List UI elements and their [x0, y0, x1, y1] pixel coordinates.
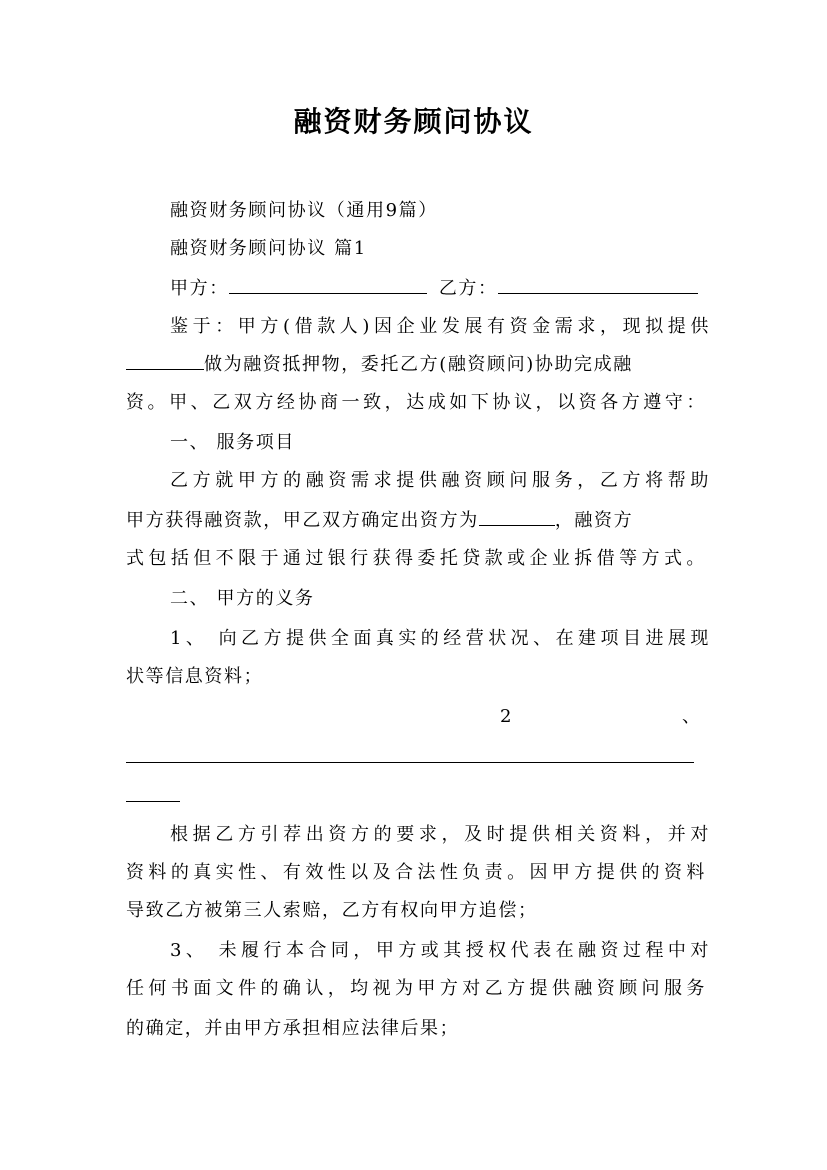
section1-line-2: [126, 504, 706, 538]
item2-line-1: 根据乙方引荐出资方的要求，及时提供相关资料，并对: [170, 824, 710, 845]
subtitle: 融资财务顾问协议（通用9篇）: [170, 200, 438, 221]
item3-line-3: 的确定，并由甲方承担相应法律后果；: [126, 1018, 460, 1039]
party-b-blank: [498, 273, 698, 294]
item3-line-1: 3、 未履行本合同，甲方或其授权代表在融资过程中对: [170, 940, 710, 961]
party-a-label: 甲方：: [170, 278, 229, 299]
section1-line-2a: 甲方获得融资款，甲乙双方确定出资方为: [126, 510, 479, 531]
part-heading: 融资财务顾问协议 篇1: [170, 238, 367, 259]
item3-line-2: 任何书面文件的确认，均视为甲方对乙方提供融资顾问服务: [126, 978, 706, 999]
section1-line-2b: ，融资方: [554, 510, 634, 531]
item2-blank-tail: [126, 801, 180, 802]
party-a-blank: [229, 273, 427, 294]
section1-line-1: 乙方就甲方的融资需求提供融资顾问服务，乙方将帮助: [170, 470, 710, 491]
party-b-label: 乙方：: [438, 278, 498, 299]
section1-heading: 一、 服务项目: [170, 432, 295, 453]
preamble-line-3: 资。甲、乙双方经协商一致，达成如下协议，以资各方遵守：: [126, 392, 706, 413]
preamble-line-1: 鉴于：甲方(借款人)因企业发展有资金需求，现拟提供: [170, 316, 710, 337]
document-title: 融资财务顾问协议: [293, 105, 534, 138]
section1-line-3: 式包括但不限于通过银行获得委托贷款或企业拆借等方式。: [126, 548, 706, 569]
item2-blank-line: [126, 762, 694, 763]
item2-separator: 、: [682, 706, 700, 727]
item2-line-3: 导致乙方被第三人索赔，乙方有权向甲方追偿；: [126, 900, 538, 921]
item1-line-1: 1、 向乙方提供全面真实的经营状况、在建项目进展现: [170, 628, 710, 649]
collateral-blank: [126, 349, 204, 370]
item2-number: 2: [500, 706, 512, 727]
preamble-line-2-text: 做为融资抵押物，委托乙方(融资顾问)协助完成融: [204, 354, 633, 375]
preamble-line-2: [126, 348, 706, 382]
item1-line-2: 状等信息资料；: [126, 666, 264, 687]
item2-line-2: 资料的真实性、有效性以及合法性负责。因甲方提供的资料: [126, 862, 706, 883]
investor-blank: [479, 505, 555, 526]
section2-heading: 二、 甲方的义务: [170, 588, 315, 609]
parties-line: [170, 272, 710, 306]
